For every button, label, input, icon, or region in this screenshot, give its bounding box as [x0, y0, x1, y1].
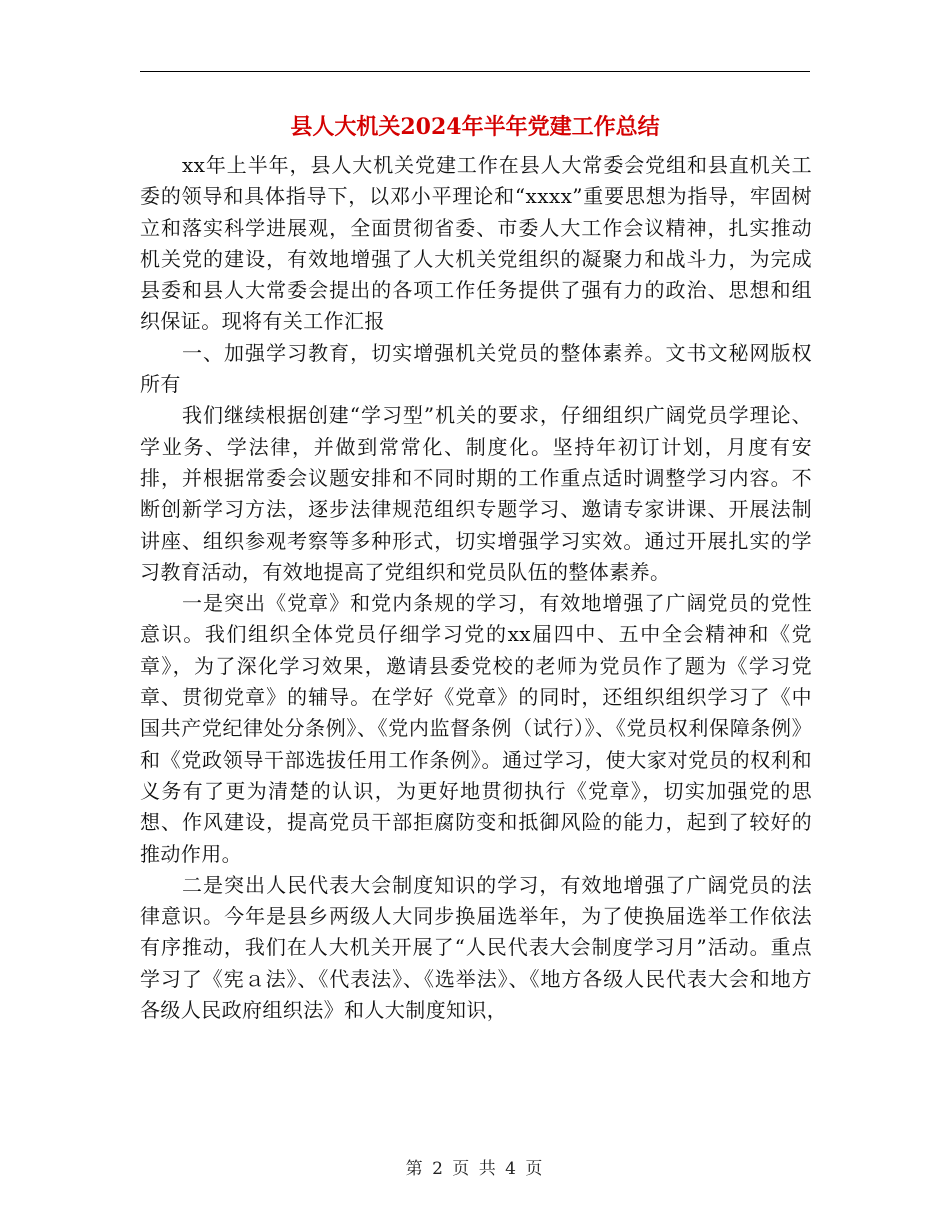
document-title: 县人大机关2024年半年党建工作总结 [290, 114, 660, 140]
paragraph-learning: 我们继续根据创建“学习型”机关的要求，仔细组织广阔党员学理论、学业务、学法律，并做到常常化、制度化。坚持年初订计划，月度有安排，并根据常委会议题安排和不同时期的工作重点适时调整学习内容。不断创新学习方法，逐步法律规范组织专题学习、邀请专家讲课、开展法制讲座、组织参观考察等多种形式，切实增强学习实效。通过开展扎实的学习教育活动，有效地提高了党组织和党员队伍的整体素养。 [140, 403, 812, 584]
paragraph-intro: xx年上半年，县人大机关党建工作在县人大常委会党组和县直机关工委的领导和具体指导下，以邓小平理论和“xxxx”重要思想为指导，牢固树立和落实科学进展观，全面贯彻省委、市委人大工作会议精神，扎实推动机关党的建设，有效地增强了人大机关党组织的凝聚力和战斗力，为完成县委和县人大常委会提出的各项工作任务提供了强有力的政治、思想和组织保证。现将有关工作汇报 [140, 153, 812, 334]
document-body [140, 150, 812, 1026]
header-rule [140, 71, 810, 72]
page-number-footer: 第 2 页 共 4 页 [405, 1159, 545, 1179]
paragraph-party-charter: 一是突出《党章》和党内条规的学习，有效地增强了广阔党员的党性意识。我们组织全体党员仔细学习党的xx届四中、五中全会精神和《党章》，为了深化学习效果，邀请县委党校的老师为党员作了题为《学习党章、贯彻党章》的辅导。在学好《党章》的同时，还组织组织学习了《中国共产党纪律处分条例》、《党内监督条例（试行）》、《党员权利保障条例》和《党政领导干部选拔任用工作条例》。通过学习，使大家对党员的权利和义务有了更为清楚的认识，为更好地贯彻执行《党章》，切实加强党的思想、作风建设，提高党员干部拒腐防变和抵御风险的能力，起到了较好的推动作用。 [140, 591, 812, 866]
paragraph-section-heading: 一、加强学习教育，切实增强机关党员的整体素养。文书文秘网版权所有 [140, 340, 812, 397]
paragraph-peoples-congress: 二是突出人民代表大会制度知识的学习，有效地增强了广阔党员的法律意识。今年是县乡两级人大同步换届选举年，为了使换届选举工作依法有序推动，我们在人大机关开展了“人民代表大会制度学习月”活动。重点学习了《宪ａ法》、《代表法》、《选举法》、《地方各级人民代表大会和地方各级人民政府组织法》和人大制度知识， [140, 872, 812, 1023]
